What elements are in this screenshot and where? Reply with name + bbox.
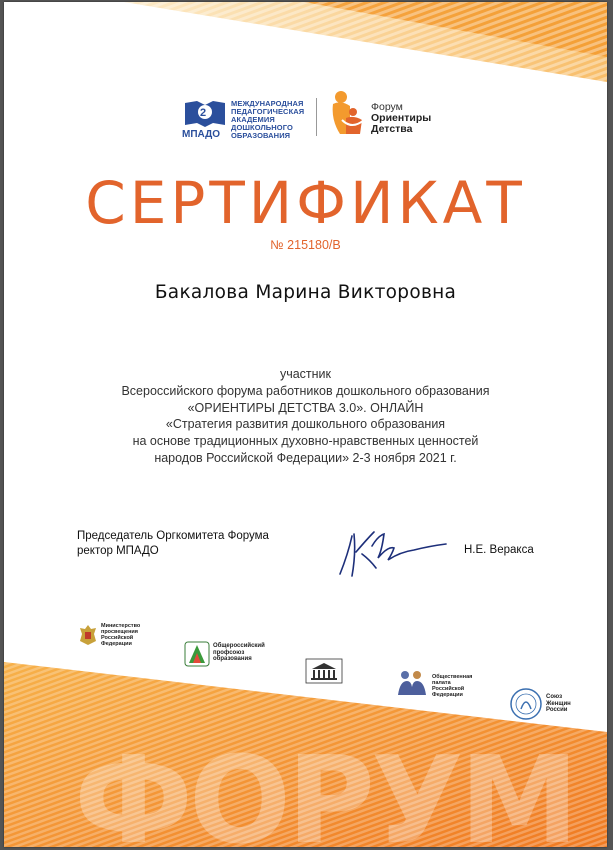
mpado-logo-icon [181, 97, 229, 129]
signatory-name: Н.Е. Веракса [464, 544, 534, 556]
forum-logo-icon [328, 90, 368, 138]
partner-union: Общероссийский профсоюз образования [213, 643, 265, 662]
mpado-abbreviation: МПАДО [182, 129, 221, 140]
signature-icon [334, 524, 449, 582]
duma-logo-icon [304, 657, 344, 685]
body-line: на основе традиционных духовно-нравственных ценностей [132, 434, 479, 449]
logo-divider [316, 98, 317, 136]
body-line: «ОРИЕНТИРЫ ДЕТСТВА 3.0». ОНЛАЙН [187, 400, 424, 415]
emblem-icon [77, 623, 99, 647]
partner-ministry: Министерство просвещения Российской Федерации [101, 623, 141, 647]
certificate-title: СЕРТИФИКАТ [85, 169, 526, 237]
top-decoration [4, 2, 607, 112]
partner-chamber: Общественная палата Российской Федерации [432, 674, 473, 698]
body-line: «Стратегия развития дошкольного образования [165, 417, 446, 432]
forum-watermark: ФОРУМ [74, 732, 575, 847]
signatory-role: Председатель Оргкомитета Форума ректор МПАДО [77, 530, 269, 557]
certificate-page [4, 2, 607, 847]
certificate-number: № 215180/В [270, 238, 341, 252]
women-union-logo-icon [509, 687, 543, 721]
mpado-name: МЕЖДУНАРОДНАЯ ПЕДАГОГИЧЕСКАЯ АКАДЕМИЯ ДОШКОЛЬНОГО ОБРАЗОВАНИЯ [231, 99, 305, 140]
forum-logo-text: Форум Ориентиры Детства [371, 101, 432, 135]
recipient-name: Бакалова Марина Викторовна [154, 282, 457, 303]
svg-text:2: 2 [200, 107, 207, 119]
union-logo-icon [184, 641, 210, 667]
body-line: участник [279, 367, 332, 381]
body-line: Всероссийского форума работников дошкольного образования [121, 383, 490, 398]
chamber-logo-icon [395, 667, 429, 697]
partner-women-union: Союз Женщин России [546, 694, 571, 713]
certificate-body [4, 366, 607, 467]
body-line: народов Российской Федерации» 2-3 ноября 2021 г. [154, 450, 457, 465]
